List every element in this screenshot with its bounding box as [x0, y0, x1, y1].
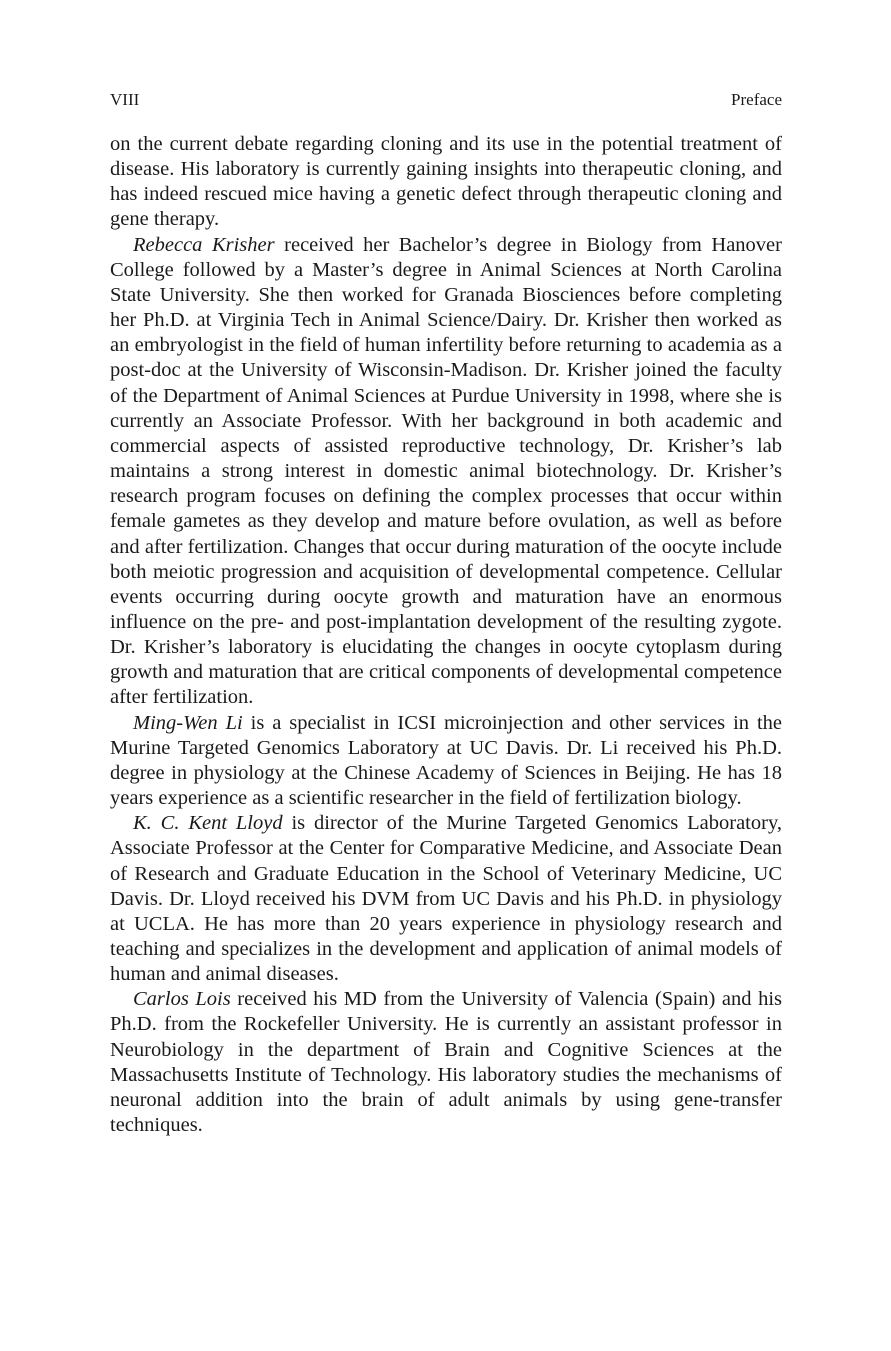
paragraph-text: is director of the Murine Targeted Genomics Laboratory, Associate Professor at the Center for Comparative Medicine, and Associate Dean of Research and Graduate Education in the School of Veterinary Medicine, UC Davis. Dr. Lloyd received his DVM from UC Davis and his Ph.D. in physiology at UCLA. He has more than 20 years experience in physiology research and teaching and specializes in the development and application of animal models of human and animal diseases. [110, 812, 782, 986]
paragraph-ming-wen-li [110, 711, 782, 812]
body-text [110, 132, 782, 1138]
paragraph-rebecca-krisher [110, 233, 782, 711]
section-title: Preface [731, 90, 782, 109]
contributor-name: Carlos Lois [133, 988, 231, 1011]
contributor-name: Rebecca Krisher [133, 233, 275, 256]
paragraph-text: is a specialist in ICSI microinjection and other services in the Murine Targeted Genomics Laboratory at UC Davis. Dr. Li received his Ph.D. degree in physiology at the Chinese Academy of Sciences in Beijing. He has 18 years experience as a scientific researcher in the field of fertilization biology. [110, 711, 782, 810]
paragraph-carlos-lois [110, 987, 782, 1138]
page-number: VIII [110, 90, 140, 109]
running-head [110, 89, 782, 111]
contributor-name: K. C. Kent Lloyd [133, 812, 283, 835]
paragraph-text: received her Bachelor’s degree in Biology from Hanover College followed by a Master’s degree in Animal Sciences at North Carolina State University. She then worked for Granada Biosciences before completing her Ph.D. at Virginia Tech in Animal Science/Dairy. Dr. Krisher then worked as an embryologist in the field of human infertility before returning to academia as a post-doc at the University of Wisconsin-Madison. Dr. Krisher joined the faculty of the Department of Animal Sciences at Purdue University in 1998, where she is currently an Associate Professor. With her background in both academic and commercial aspects of assisted reproductive technology, Dr. Krisher’s lab maintains a strong interest in domestic animal biotechnology. Dr. Krisher’s research program focuses on defining the complex processes that occur within female gametes as they develop and mature before ovulation, as well as before and after fertilization. Changes that occur during maturation of the oocyte include both meiotic progression and acquisition of developmental competence. Cellular events occurring during oocyte growth and maturation have an enormous influence on the pre- and post-implantation development of the resulting zygote. Dr. Krisher’s laboratory is elucidating the changes in oocyte cytoplasm during growth and maturation that are critical components of developmental competence after fertilization. [110, 233, 782, 709]
paragraph-continuation [110, 132, 782, 233]
paragraph-text: received his MD from the University of Valencia (Spain) and his Ph.D. from the Rockefeller University. He is currently an assistant professor in Neurobiology in the department of Brain and Cognitive Sciences at the Massachusetts Institute of Technology. His laboratory studies the mechanisms of neuronal addition into the brain of adult animals by using gene-transfer techniques. [110, 988, 782, 1137]
paragraph-text: on the current debate regarding cloning and its use in the potential treatment of disease. His laboratory is currently gaining insights into therapeutic cloning, and has indeed rescued mice having a genetic defect through therapeutic cloning and gene therapy. [110, 133, 782, 231]
contributor-name: Ming-Wen Li [133, 711, 243, 734]
paragraph-kent-lloyd [110, 811, 782, 987]
